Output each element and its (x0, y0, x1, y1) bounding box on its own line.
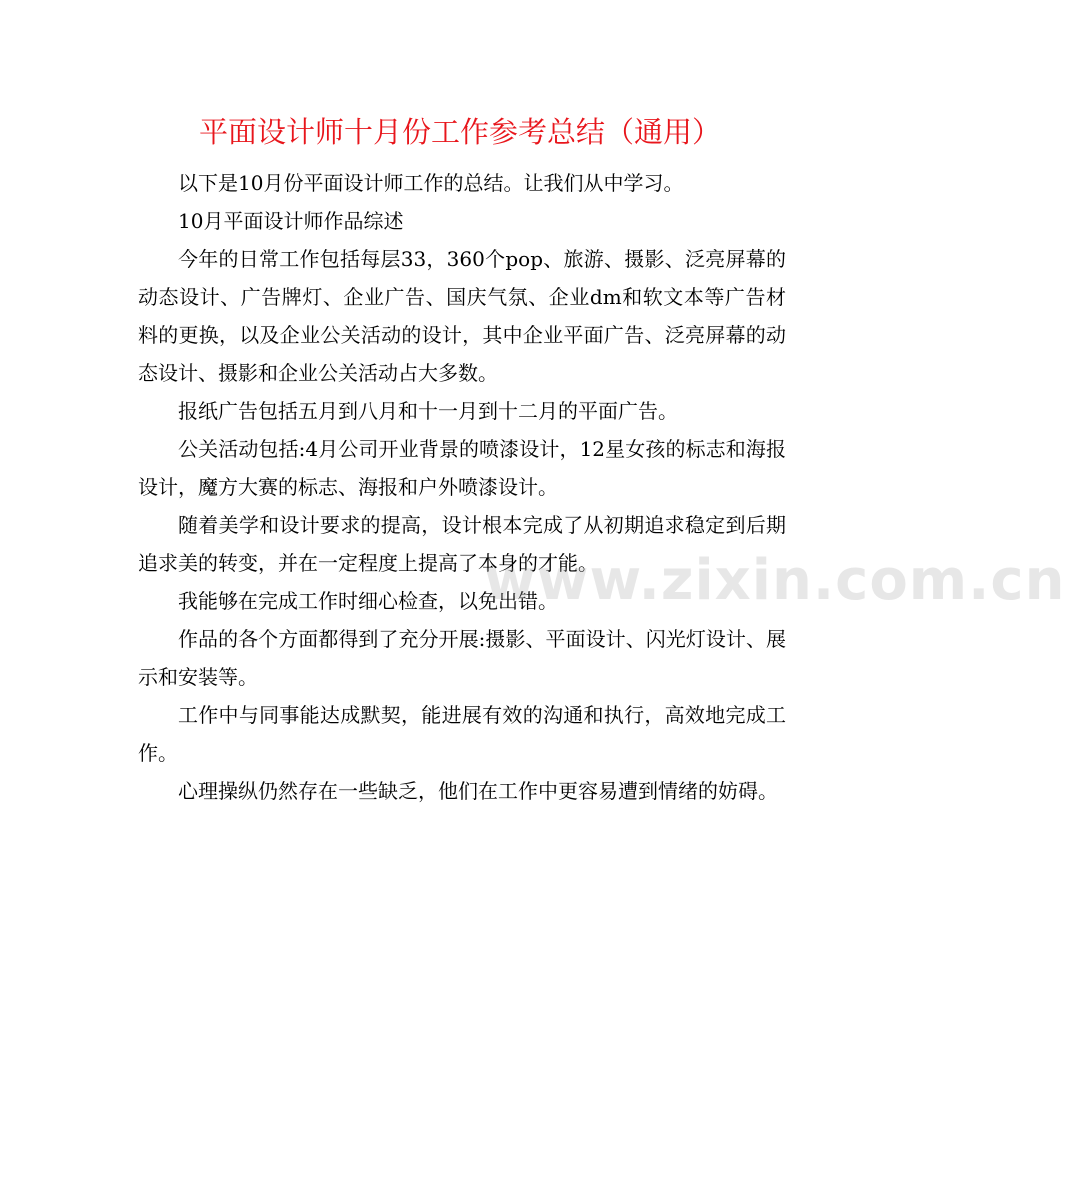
paragraph-work-aspects: 作品的各个方面都得到了充分开展:摄影、平面设计、闪光灯设计、展示和安装等。 (138, 627, 786, 689)
paragraph-subheading: 10月平面设计师作品综述 (178, 209, 404, 233)
document-title: 平面设计师十月份工作参考总结（通用） (198, 115, 721, 149)
document-body (138, 164, 786, 810)
paragraph-intro: 以下是10月份平面设计师工作的总结。让我们从中学习。 (178, 171, 684, 195)
paragraph-careful-check: 我能够在完成工作时细心检查，以免出错。 (178, 589, 558, 613)
paragraph-pr-activities: 公关活动包括:4月公司开业背景的喷漆设计，12星女孩的标志和海报设计，魔方大赛的标志、海报和户外喷漆设计。 (138, 437, 786, 499)
paragraph-newspaper-ads: 报纸广告包括五月到八月和十一月到十二月的平面广告。 (178, 399, 678, 423)
paragraph-daily-work: 今年的日常工作包括每层33，360个pop、旅游、摄影、泛亮屏幕的动态设计、广告牌灯、企业广告、国庆气氛、企业dm和软文本等广告材料的更换，以及企业公关活动的设计，其中企业平面广告、泛亮屏幕的动态设计、摄影和企业公关活动占大多数。 (138, 247, 786, 385)
paragraph-teamwork: 工作中与同事能达成默契，能进展有效的沟通和执行，高效地完成工作。 (138, 703, 786, 765)
paragraph-shortcomings: 心理操纵仍然存在一些缺乏，他们在工作中更容易遭到情绪的妨碍。 (178, 779, 778, 803)
paragraph-design-progress: 随着美学和设计要求的提高，设计根本完成了从初期追求稳定到后期追求美的转变，并在一定程度上提高了本身的才能。 (138, 513, 786, 575)
watermark: www.zixin.com.cn (484, 548, 1066, 613)
